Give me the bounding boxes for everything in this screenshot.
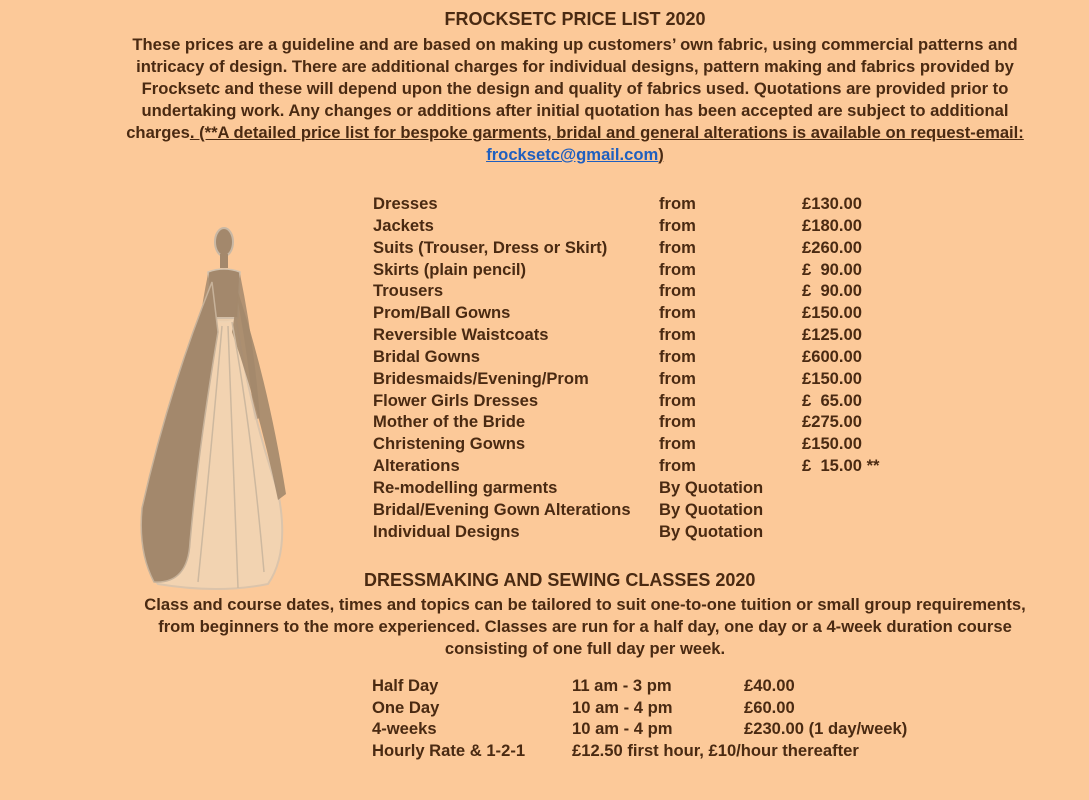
price-amount: £150.00 bbox=[802, 434, 862, 454]
price-item-name: Individual Designs bbox=[373, 521, 520, 541]
class-row bbox=[372, 718, 907, 740]
price-rows bbox=[373, 193, 922, 543]
price-amount bbox=[802, 499, 922, 521]
price-table bbox=[373, 193, 922, 543]
price-row bbox=[373, 259, 922, 281]
price-item-name: Skirts (plain pencil) bbox=[373, 259, 527, 279]
classes-rows bbox=[372, 675, 907, 761]
figure-head bbox=[215, 228, 233, 256]
price-row bbox=[373, 499, 922, 521]
class-time: 10 am - 4 pm bbox=[572, 719, 673, 738]
price-from-label: from bbox=[659, 390, 696, 410]
intro-note-text: . (**A detailed price list for bespoke garments, bridal and general alterations is available on request-email: bbox=[189, 123, 1024, 142]
figure-neck bbox=[220, 254, 228, 268]
classes-table bbox=[372, 675, 907, 761]
price-item-name: Reversible Waistcoats bbox=[373, 325, 549, 345]
price-row bbox=[373, 411, 922, 433]
price-from-label: from bbox=[659, 325, 696, 345]
price-item-name: Christening Gowns bbox=[373, 434, 526, 454]
price-amount: £180.00 bbox=[802, 215, 862, 235]
price-amount: £ 90.00 bbox=[802, 259, 862, 279]
class-name: Hourly Rate & 1-2-1 bbox=[372, 740, 526, 760]
class-time: 10 am - 4 pm bbox=[572, 697, 673, 717]
intro-close-text: ) bbox=[658, 145, 664, 164]
price-item-name: Flower Girls Dresses bbox=[373, 390, 539, 410]
email-link[interactable]: frocksetc@gmail.com bbox=[486, 145, 659, 164]
price-row bbox=[373, 521, 922, 543]
price-row bbox=[373, 324, 922, 346]
price-row bbox=[373, 368, 922, 390]
price-item-name: Bridesmaids/Evening/Prom bbox=[373, 368, 589, 388]
price-row bbox=[373, 302, 922, 324]
intro-note bbox=[190, 123, 1024, 164]
price-amount: £275.00 bbox=[802, 412, 862, 432]
price-amount: £600.00 bbox=[802, 346, 862, 366]
price-from-label: from bbox=[659, 456, 696, 476]
classes-description: Class and course dates, times and topics can be tailored to suit one-to-one tuition or small group requirements, from beginners to the more experienced. Classes are run for a half day, one day or a 4-week duration course consisting of one full day per week. bbox=[144, 595, 1026, 658]
price-from-label: from bbox=[659, 303, 696, 323]
class-price: £40.00 bbox=[744, 676, 795, 695]
price-amount: £150.00 bbox=[802, 368, 862, 388]
price-item-name: Suits (Trouser, Dress or Skirt) bbox=[373, 237, 608, 257]
price-row bbox=[373, 477, 922, 499]
class-row bbox=[372, 675, 907, 697]
price-from-label: from bbox=[659, 412, 696, 432]
price-amount: £125.00 bbox=[802, 325, 862, 345]
price-from-label: By Quotation bbox=[659, 477, 764, 497]
price-row bbox=[373, 215, 922, 237]
price-amount: £150.00 bbox=[802, 303, 862, 323]
price-amount: £ 90.00 bbox=[802, 281, 862, 301]
price-item-name: Dresses bbox=[373, 194, 438, 213]
price-amount: £ 15.00 ** bbox=[802, 456, 880, 476]
price-item-name: Bridal Gowns bbox=[373, 346, 480, 366]
price-item-name: Prom/Ball Gowns bbox=[373, 303, 511, 323]
price-from-label: from bbox=[659, 368, 696, 388]
price-from-label: from bbox=[659, 259, 696, 279]
price-item-name: Trousers bbox=[373, 281, 444, 301]
price-item-name: Mother of the Bride bbox=[373, 412, 526, 432]
class-name: Half Day bbox=[372, 676, 439, 695]
price-item-name: Bridal/Evening Gown Alterations bbox=[373, 499, 631, 519]
price-from-label: from bbox=[659, 215, 696, 235]
price-from-label: from bbox=[659, 194, 696, 213]
price-row bbox=[373, 455, 922, 477]
intro-paragraph bbox=[110, 34, 1040, 166]
price-from-label: By Quotation bbox=[659, 499, 764, 519]
price-item-name: Jackets bbox=[373, 215, 434, 235]
price-row bbox=[373, 193, 922, 215]
price-from-label: from bbox=[659, 281, 696, 301]
price-from-label: from bbox=[659, 346, 696, 366]
price-from-label: By Quotation bbox=[659, 521, 764, 541]
class-price: £230.00 (1 day/week) bbox=[744, 719, 908, 738]
price-amount: £130.00 bbox=[802, 194, 862, 213]
price-item-name: Re-modelling garments bbox=[373, 477, 558, 497]
class-name: 4-weeks bbox=[372, 719, 437, 738]
price-from-label: from bbox=[659, 434, 696, 454]
price-row bbox=[373, 237, 922, 259]
classes-title: DRESSMAKING AND SEWING CLASSES 2020 bbox=[364, 570, 756, 590]
price-row bbox=[373, 433, 922, 455]
page-title: FROCKSETC PRICE LIST 2020 bbox=[444, 9, 706, 29]
price-item-name: Alterations bbox=[373, 456, 460, 476]
class-time: 11 am - 3 pm bbox=[572, 676, 672, 695]
class-row bbox=[372, 740, 907, 762]
class-row bbox=[372, 697, 907, 719]
price-amount bbox=[802, 477, 922, 499]
class-name: One Day bbox=[372, 697, 440, 717]
class-price: £60.00 bbox=[744, 697, 795, 717]
price-row bbox=[373, 346, 922, 368]
intro-main-text: These prices are a guideline and are based on making up customers’ own fabric, using commercial patterns and intricacy of design. There are additional charges for individual designs, pattern making and fabrics provided by Frocksetc and these will depend upon the design and quality of fabrics used. Quotations are provided prior to undertaking work. Any changes or additions after initial quotation has been accepted are subject to additional charges bbox=[126, 35, 1018, 142]
price-from-label: from bbox=[659, 237, 696, 257]
price-row bbox=[373, 280, 922, 302]
price-amount bbox=[802, 521, 922, 543]
price-amount: £260.00 bbox=[802, 237, 862, 257]
price-amount: £ 65.00 bbox=[802, 390, 862, 410]
class-time: £12.50 first hour, £10/hour thereafter bbox=[572, 740, 859, 760]
price-row bbox=[373, 390, 922, 412]
wedding-dress-illustration bbox=[128, 222, 298, 592]
